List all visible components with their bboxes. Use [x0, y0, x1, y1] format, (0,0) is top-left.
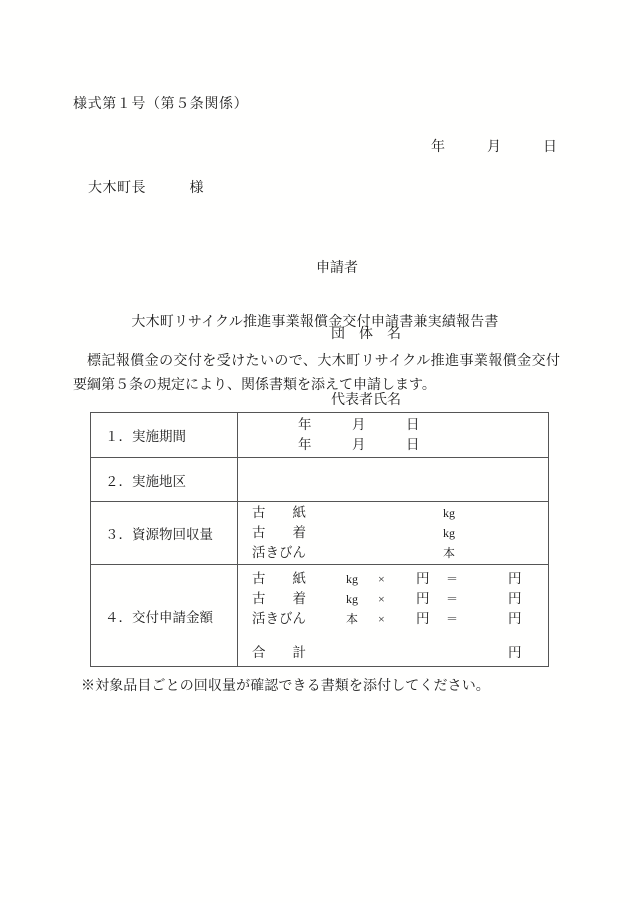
row-label-implementation-period: １．実施期間 [91, 413, 238, 458]
application-amount-calculations [238, 568, 548, 664]
document-title: 大木町リサイクル推進事業報償金交付申請書兼実績報告書 [131, 315, 499, 330]
collection-item-name-paper: 古 紙 [252, 505, 306, 520]
collection-item-row[interactable] [238, 523, 548, 543]
amount-total-yen: 円 [508, 644, 522, 660]
multiply-sign-icon: × [378, 591, 385, 606]
addressee-label: 大木町長 様 [88, 181, 204, 196]
row-label-collection-amount: ３．資源物回収量 [91, 502, 238, 565]
amount-subtotal-yen-paper: 円 [508, 570, 522, 586]
row-value-implementation-district[interactable] [238, 458, 549, 502]
amount-total-row[interactable] [238, 643, 548, 663]
collection-item-unit-paper: kg [443, 506, 455, 520]
calc-spacer [238, 629, 548, 643]
footnote-text: ※対象品目ごとの回収量が確認できる書類を添付してください。 [81, 679, 490, 694]
row-label-application-amount: ４．交付申請金額 [91, 565, 238, 667]
equals-sign-icon: ＝ [446, 571, 459, 586]
amount-calc-row-clothing[interactable] [238, 589, 548, 609]
amount-unit-price-yen-clothing: 円 [416, 590, 430, 606]
applicant-representative-label: 代表者氏名 [331, 393, 401, 408]
collection-item-unit-bottles: 本 [443, 546, 456, 560]
amount-unit-price-yen-bottles: 円 [416, 610, 430, 626]
header-date-line: 年 月 日 [431, 140, 557, 155]
multiply-sign-icon: × [378, 611, 385, 626]
form-code-label: 様式第１号（第５条関係） [73, 97, 249, 112]
amount-item-unit-clothing: kg [346, 591, 358, 606]
collection-item-row[interactable] [238, 543, 548, 563]
amount-calc-row-bottles[interactable] [238, 609, 548, 629]
applicant-org-name-label: 団 体 名 [331, 327, 401, 342]
collection-amount-items [238, 502, 548, 564]
table-row-application-amount [91, 565, 549, 667]
period-date-from[interactable]: 年 月 日 [298, 417, 420, 432]
amount-unit-price-yen-paper: 円 [416, 570, 430, 586]
amount-item-unit-bottles: 本 [346, 611, 359, 626]
collection-item-name-bottles: 活きびん [252, 545, 306, 560]
amount-calc-row-paper[interactable] [238, 569, 548, 589]
collection-item-name-clothing: 古 着 [252, 525, 306, 540]
amount-item-name-bottles: 活きびん [252, 610, 306, 626]
row-value-collection-amount[interactable] [238, 502, 549, 565]
amount-subtotal-yen-clothing: 円 [508, 590, 522, 606]
row-value-implementation-period[interactable] [238, 413, 549, 458]
row-value-application-amount[interactable] [238, 565, 549, 667]
application-table [90, 412, 549, 667]
equals-sign-icon: ＝ [446, 611, 459, 626]
table-row-implementation-period [91, 413, 549, 458]
document-body-paragraph: 標記報償金の交付を受けたいので、大木町リサイクル推進事業報償金交付要綱第５条の規定により、関係書類を添えて申請します。 [73, 354, 560, 393]
amount-item-name-paper: 古 紙 [252, 570, 306, 586]
row-label-implementation-district: ２．実施地区 [91, 458, 238, 502]
period-date-to[interactable]: 年 月 日 [298, 437, 420, 452]
implementation-period-dates [238, 413, 548, 457]
table-row-collection-amount [91, 502, 549, 565]
table-row-implementation-district [91, 458, 549, 502]
equals-sign-icon: ＝ [446, 591, 459, 606]
amount-subtotal-yen-bottles: 円 [508, 610, 522, 626]
amount-item-unit-paper: kg [346, 571, 358, 586]
amount-total-label: 合 計 [252, 644, 306, 660]
collection-item-row[interactable] [238, 503, 548, 523]
collection-item-unit-clothing: kg [443, 526, 455, 540]
applicant-heading: 申請者 [316, 261, 358, 276]
multiply-sign-icon: × [378, 571, 385, 586]
amount-item-name-clothing: 古 着 [252, 590, 306, 606]
